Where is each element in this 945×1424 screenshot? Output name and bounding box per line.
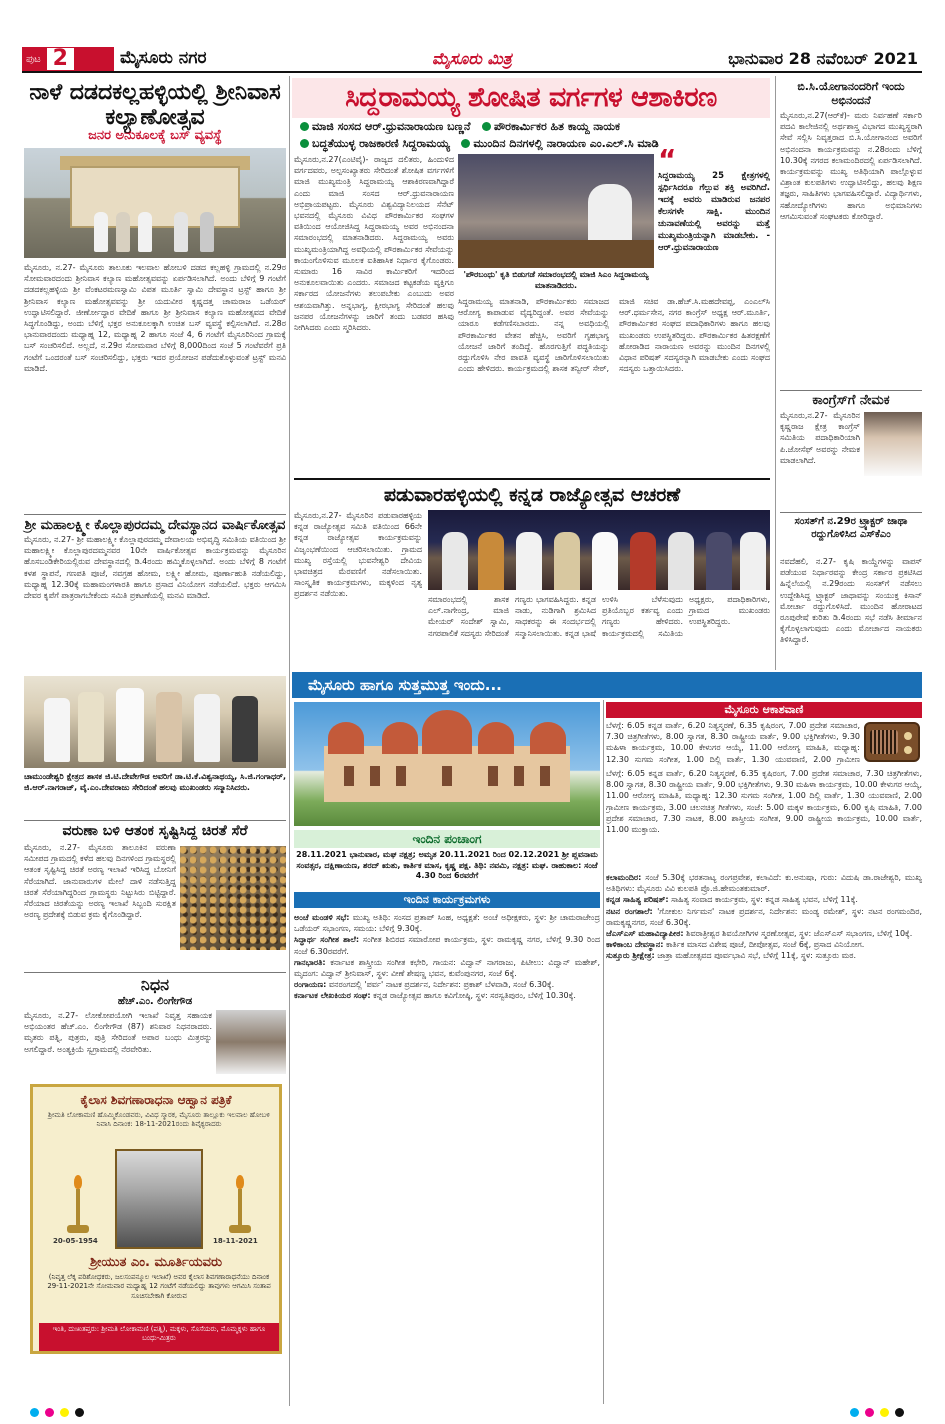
- cyan-mark-icon: [850, 1408, 859, 1417]
- story-body: ನವದೆಹಲಿ, ನ.27- ಕೃಷಿ ಕಾಯ್ದೆಗಳನ್ನು ವಾಪಸ್ ಪಡೆಯುವ ನಿರ್ಧಾರವನ್ನು ಕೇಂದ್ರ ಸರ್ಕಾರ ಪ್ರಕಟಿಸಿದ ಹಿನ್ನೆಲೆಯಲ್ಲಿ ನ.29ರಂದು ಸಂಸತ್‌ಗೆ ನಡೆಸಲು ಉದ್ದೇಶಿಸಿದ್ದ ಟ್ರ್ಯಾಕ್ಟರ್ ಜಾಥಾವನ್ನು ಸಂಯುಕ್ತ ಕಿಸಾನ್ ಮೋರ್ಚಾ ರದ್ದುಗೊಳಿಸಿದೆ. ಮುಂದಿನ ಹೋರಾಟದ ರೂಪುರೇಷೆ ಕುರಿತು ಡಿ.4ರಂದು ಸಭೆ ನಡೆಸಿ ತೀರ್ಮಾನ ಕೈಗೊಳ್ಳಲಾಗುವುದು ಎಂದು ಮೋರ್ಚಾದ ನಾಯಕರು ತಿಳಿಸಿದ್ದಾರೆ.: [780, 557, 922, 645]
- registration-marks: [30, 1408, 84, 1417]
- radio-schedule-continued: ಬೆಳಗ್ಗೆ: 6.05 ಕನ್ನಡ ವಾರ್ತೆ, 6.20 ನಿತ್ಯಸ್ಮರಣೆ, 6.35 ಕೃಷಿರಂಗ, 7.00 ಪ್ರದೇಶ ಸಮಾಚಾರ, 7.30 ಚಿತ್ರಗೀತೆಗಳು, 8.00 ಸ್ವಾಗತ, 8.30 ರಾಷ್ಟ್ರೀಯ ವಾರ್ತೆ, 9.00 ಭಕ್ತಿಗೀತೆಗಳು, 9.30 ಮಹಿಳಾ ಕಾರ್ಯಕ್ರಮ, 10.00 ಕೇಳುಗರ ಆಯ್ಕೆ, 11.00 ಆರೋಗ್ಯ ಮಾಹಿತಿ, ಮಧ್ಯಾಹ್ನ: 12.30 ಸುಗಮ ಸಂಗೀತ, 1.00 ದಿಲ್ಲಿ ವಾರ್ತೆ, 1.30 ಯುವವಾಣಿ, 2.00 ಗ್ರಾಮೀಣ ಕಾರ್ಯಕ್ರಮ, 3.00 ಚಲನಚಿತ್ರ ಗೀತೆಗಳು, ಸಂಜೆ: 5.00 ಮಕ್ಕಳ ಕಾರ್ಯಕ್ರಮ, 6.00 ಕೃಷಿ ಮಾಹಿತಿ, 7.00 ಪ್ರದೇಶ ಸಮಾಚಾರ, 7.30 ನಾಟಕ, 8.00 ಶಾಸ್ತ್ರೀಯ ಸಂಗೀತ, 9.00 ರಾಷ್ಟ್ರೀಯ ಕಾರ್ಯಕ್ರಮ, 10.00 ವಾರ್ತೆ, 11.00 ಮುಕ್ತಾಯ.: [606, 769, 922, 835]
- person-figure: [232, 696, 258, 762]
- headline-kalyanotsava: ನಾಳೆ ದಡದಕಲ್ಲಹಳ್ಳಿಯಲ್ಲಿ ಶ್ರೀನಿವಾಸ ಕಲ್ಯಾಣೋತ್ಸವ: [29, 80, 281, 130]
- person-figure: [740, 532, 766, 590]
- person-figure: [630, 532, 656, 590]
- story-body: ಮೈಸೂರು, ನ.27- ಮೈಸೂರು ತಾಲೂಕಿನ ವರುಣಾ ಸಮೀಪದ ಗ್ರಾಮದಲ್ಲಿ ಕಳೆದ ಹಲವು ದಿನಗಳಿಂದ ಗ್ರಾಮಸ್ಥರಲ್ಲಿ ಆತಂಕ ಸೃಷ್ಟಿಸಿದ್ದ ಚಿರತೆ ಅರಣ್ಯ ಇಲಾಖೆ ಇರಿಸಿದ್ದ ಬೋನಿಗೆ ಸೆರೆಯಾಗಿದೆ. ಜಾನುವಾರುಗಳ ಮೇಲೆ ದಾಳಿ ನಡೆಸುತ್ತಿದ್ದ ಚಿರತೆ ಸೆರೆಯಾಗಿದ್ದರಿಂದ ಗ್ರಾಮಸ್ಥರು ನಿಟ್ಟುಸಿರು ಬಿಟ್ಟಿದ್ದಾರೆ. ಸೆರೆಯಾದ ಚಿರತೆಯನ್ನು ಅರಣ್ಯ ಇಲಾಖೆ ಸಿಬ್ಬಂದಿ ಸುರಕ್ಷಿತ ಅರಣ್ಯ ಪ್ರದೇಶಕ್ಕೆ ಬಿಡುವ ಕ್ರಮ ಕೈಗೊಂಡಿದ್ದಾರೆ.: [24, 843, 176, 920]
- palace-window: [344, 766, 354, 786]
- photo-caption: ಚಾಮುಂಡೇಶ್ವರಿ ಕ್ಷೇತ್ರದ ಶಾಸಕ ಜಿ.ಟಿ.ದೇವೇಗೌಡ ಅವರಿಗೆ ಡಾ.ಟಿ.ಕೆ.ವಿಶ್ವನಾಥಯ್ಯ, ಸಿ.ಜಿ.ಗಂಗಾಧರ್, ಜಿ.ಆರ್.ನಾಗರಾಜ್, ವೈ.ಎಂ.ದೇವರಾಜು ಸೇರಿದಂತೆ ಹಲವು ಮುಖಂಡರು ಸನ್ಮಾನಿಸಿದರು.: [24, 772, 286, 792]
- palace-window: [540, 766, 550, 786]
- person-figure: [78, 692, 104, 762]
- event-item: ಸಿದ್ಧಾರ್ಥ ಸಂಗೀತ ಶಾಲೆ: ಸಂಗೀತ ಶಿಬಿರದ ಸಮಾರೋಪ ಕಾರ್ಯಕ್ರಮ, ಸ್ಥಳ: ರಾಮಕೃಷ್ಣ ನಗರ, ಬೆಳಿಗ್ಗೆ 9.30 ರಿಂದ ಸಂಜೆ 6.30ರವರೆಗೆ.: [294, 935, 600, 956]
- section-title: ಮೈಸೂರು ನಗರ: [120, 48, 207, 68]
- headline-leopard: ವರುಣಾ ಬಳಿ ಆತಂಕ ಸೃಷ್ಟಿಸಿದ್ದ ಚಿರತೆ ಸೆರೆ: [24, 820, 286, 839]
- palace-dome: [328, 722, 364, 754]
- event-item: ಕನ್ನಡ ಸಾಹಿತ್ಯ ಪರಿಷತ್: ಸಾಹಿತ್ಯ ಸಂವಾದ ಕಾರ್ಯಕ್ರಮ, ಸ್ಥಳ: ಕನ್ನಡ ಸಾಹಿತ್ಯ ಭವನ, ಬೆಳಿಗ್ಗೆ 11ಕ್ಕೆ.: [606, 895, 858, 905]
- story-body: ಮೈಸೂರು,ನ.27(ಎಂಟಿವೈ)- ರಾಜ್ಯದ ದಲಿತರು, ಹಿಂದುಳಿದ ವರ್ಗದವರು, ಅಲ್ಪಸಂಖ್ಯಾತರು ಸೇರಿದಂತೆ ಶೋಷಿತ ವರ್ಗಗಳಿಗೆ ಮಾಜಿ ಮುಖ್ಯಮಂತ್ರಿ ಸಿದ್ದರಾಮಯ್ಯ ಆಶಾಕಿರಣವಾಗಿದ್ದಾರೆ ಎಂದು ಮಾಜಿ ಸಂಸದ ಆರ್.ಧ್ರುವನಾರಾಯಣ ಅಭಿಪ್ರಾಯಪಟ್ಟರು. ಮೈಸೂರು ವಿಶ್ವವಿದ್ಯಾನಿಲಯದ ಸೆನೆಟ್ ಭವನದಲ್ಲಿ ಮೈಸೂರು ವಿವಿಧ ಪೌರಕಾರ್ಮಿಕರ ಸಂಘಗಳ ವತಿಯಿಂದ ಆಯೋಜಿಸಿದ್ದ ಸಿದ್ದರಾಮಯ್ಯ ಅವರ ಅಭಿನಂದನಾ ಸಮಾರಂಭದಲ್ಲಿ ಮಾತನಾಡಿದರು. ಸಿದ್ದರಾಮಯ್ಯ ಅವರು ಮುಖ್ಯಮಂತ್ರಿಯಾಗಿದ್ದ ಅವಧಿಯಲ್ಲಿ ಪೌರಕಾರ್ಮಿಕರ ಸೇವೆಯನ್ನು ಕಾಯಂಗೊಳಿಸುವ ಮೂಲಕ ಐತಿಹಾಸಿಕ ನಿರ್ಧಾರ ಕೈಗೊಂಡರು. ಸುಮಾರು 16 ಸಾವಿರ ಕಾರ್ಮಿಕರಿಗೆ ಇದರಿಂದ ಅನುಕೂಲವಾಯಿತು ಎಂದರು. ಸಮಾಜದ ಕಟ್ಟಕಡೆಯ ವ್ಯಕ್ತಿಗೂ ಸರ್ಕಾರದ ಯೋಜನೆಗಳು ತಲುಪಬೇಕು ಎಂಬುದು ಅವರ ಆಶಯವಾಗಿತ್ತು. ಅನ್ನಭಾಗ್ಯ, ಕ್ಷೀರಭಾಗ್ಯ ಸೇರಿದಂತೆ ಹಲವು ಜನಪರ ಯೋಜನೆಗಳನ್ನು ಜಾರಿಗೆ ತಂದು ಬಡವರ ಹಸಿವು ನೀಗಿಸಿದರು ಎಂದು ಸ್ಮರಿಸಿದರು.: [294, 155, 454, 333]
- memorial-description: (ನಿವೃತ್ತ ಲೆಕ್ಕ ಪರಿಶೋಧಕರು, ಜಲಸಂಪನ್ಮೂಲ ಇಲಾಖೆ) ಅವರ ಕೈಲಾಸ ಶಿವಗಣಾರಾಧನೆಯು ದಿನಾಂಕ 29-11-2021ನೇ ಸೋಮವಾರ ಮಧ್ಯಾಹ್ನ 12 ಗಂಟೆಗೆ ನಡೆಯಲಿದ್ದು ತಾವುಗಳು ಆಗಮಿಸಿ ಸಂತಾಪ ಸೂಚಿಸಬೇಕಾಗಿ ಕೋರುವ: [47, 1273, 271, 1300]
- oil-lamp-icon: [225, 1175, 255, 1235]
- bullet-dot-icon: [461, 139, 470, 148]
- palace-dome: [478, 722, 514, 754]
- story-body: ಮೈಸೂರು, ನ.27- ಶ್ರೀ ಮಹಾಲಕ್ಷ್ಮೀ ಕೊಲ್ಲಾಪುರದಮ್ಮ ದೇವಾಲಯ ಅಭಿವೃದ್ಧಿ ಸಮಿತಿಯ ವತಿಯಿಂದ ಶ್ರೀ ಮಹಾಲಕ್ಷ್ಮೀ ಕೊಲ್ಲಾಪುರದಮ್ಮನವರ 10ನೇ ವಾರ್ಷಿಕೋತ್ಸವ ಕಾರ್ಯಕ್ರಮವನ್ನು ಮೈಸೂರಿನ ಹೊಸಬಂಡಿಕೇರಿಯಲ್ಲಿರುವ ದೇವಸ್ಥಾನದಲ್ಲಿ ಡಿ.4ರಂದು ಹಮ್ಮಿಕೊಳ್ಳಲಾಗಿದೆ. ಅಂದು ಬೆಳಿಗ್ಗೆ 8 ಗಂಟೆಗೆ ಕಳಶ ಸ್ಥಾಪನೆ, ಗಣಪತಿ ಪೂಜೆ, ನವಗ್ರಹ ಹೋಮ, ಲಕ್ಷ್ಮೀ ಹೋಮ, ಪೂರ್ಣಾಹುತಿ ನಡೆಯಲಿದ್ದು, ಮಧ್ಯಾಹ್ನ 12.30ಕ್ಕೆ ಮಹಾಮಂಗಳಾರತಿ ಹಾಗೂ ಪ್ರಸಾದ ವಿನಿಯೋಗ ನಡೆಯಲಿದೆ. ಭಕ್ತರು ಆಗಮಿಸಿ ದೇವರ ಕೃಪೆಗೆ ಪಾತ್ರರಾಗಬೇಕೆಂದು ಸಮಿತಿ ಪ್ರಕಟಣೆಯಲ್ಲಿ ಮನವಿ ಮಾಡಿದೆ.: [24, 535, 286, 601]
- person-figure: [44, 698, 70, 762]
- pull-quote: [658, 143, 770, 290]
- headline-congress: ಕಾಂಗ್ರೆಸ್‌ಗೆ ನೇಮಕ: [780, 390, 922, 408]
- headline-kollapuradamma: ಶ್ರೀ ಮಹಾಲಕ್ಷ್ಮೀ ಕೊಲ್ಲಾಪುರದಮ್ಮ ದೇವಸ್ಥಾನದ ವಾರ್ಷಿಕೋತ್ಸವ: [24, 514, 286, 533]
- temple-photo: [24, 148, 286, 258]
- person-figure: [478, 532, 504, 590]
- palace-window: [488, 766, 498, 786]
- death-date: 18-11-2021: [213, 1237, 258, 1245]
- issue-date: ಭಾನುವಾರ 28 ನವೆಂಬರ್ 2021: [728, 49, 918, 68]
- event-item: ಗಾನಭಾರತಿ: ಕರ್ನಾಟಕ ಶಾಸ್ತ್ರೀಯ ಸಂಗೀತ ಕಛೇರಿ, ಗಾಯನ: ವಿದ್ವಾನ್ ನಾಗರಾಜು, ಪಿಟೀಲು: ವಿದ್ವಾನ್ ಮಹೇಶ್, ಮೃದಂಗ: ವಿದ್ವಾನ್ ಶ್ರೀನಿವಾಸ್, ಸ್ಥಳ: ವೀಣೆ ಶೇಷಣ್ಣ ಭವನ, ಕುವೆಂಪುನಗರ, ಸಂಜೆ 6ಕ್ಕೆ.: [294, 957, 600, 979]
- event-item: ಕರ್ನಾಟಕ ಲೇಖಕಿಯರ ಸಂಘ: ಕನ್ನಡ ರಾಜ್ಯೋತ್ಸವ ಹಾಗೂ ಕವಿಗೋಷ್ಠಿ, ಸ್ಥಳ: ಸರಸ್ವತಿಪುರಂ, ಬೆಳಿಗ್ಗೆ 10.30ಕ್ಕೆ.: [294, 991, 576, 1001]
- person-figure: [668, 532, 694, 590]
- story-body: ಮೈಸೂರು,ನ.27(ಆರ್‌ಕೆ)- ಮರು ನಿರ್ವಹಣೆ ಸರ್ಕಾರಿ ಪದವಿ ಕಾಲೇಜಿನಲ್ಲಿ ಅರ್ಥಶಾಸ್ತ್ರ ವಿಭಾಗದ ಮುಖ್ಯಸ್ಥರಾಗಿ ಸೇವೆ ಸಲ್ಲಿಸಿ ನಿವೃತ್ತರಾದ ಬಿ.ಸಿ.ಯೋಗಾನಂದ ಅವರಿಗೆ ಅಭಿನಂದನಾ ಕಾರ್ಯಕ್ರಮವನ್ನು ನ.28ರಂದು ಬೆಳಿಗ್ಗೆ 10.30ಕ್ಕೆ ನಗರದ ಕಲಾಮಂದಿರದಲ್ಲಿ ಏರ್ಪಡಿಸಲಾಗಿದೆ. ಕಾರ್ಯಕ್ರಮವನ್ನು ಮುಖ್ಯ ಅತಿಥಿಯಾಗಿ ಪಾಲ್ಗೊಳ್ಳುವ ವಿಶ್ರಾಂತ ಕುಲಪತಿಗಳು ಉದ್ಘಾಟಿಸಲಿದ್ದು, ಹಲವು ಶಿಕ್ಷಣ ತಜ್ಞರು, ಸಾಹಿತಿಗಳು ಭಾಗವಹಿಸಲಿದ್ದಾರೆ. ವಿದ್ಯಾರ್ಥಿಗಳು, ಸಹೋದ್ಯೋಗಿಗಳು ಹಾಗೂ ಅಭಿಮಾನಿಗಳು ಆಗಮಿಸುವಂತೆ ಸಂಘಟಕರು ಕೋರಿದ್ದಾರೆ.: [780, 111, 922, 221]
- today-events-title: ಇಂದಿನ ಕಾರ್ಯಕ್ರಮಗಳು: [294, 892, 600, 908]
- dais-table: [458, 240, 654, 268]
- headline-bullets: [300, 118, 770, 152]
- photo-caption: 'ಪೌರಬಂಧು' ಕೃತಿ ಬಿಡುಗಡೆ ಸಮಾರಂಭದಲ್ಲಿ ಮಾಜಿ ಸಿಎಂ ಸಿದ್ದರಾಮಯ್ಯ ಮಾತನಾಡಿದರು.: [463, 270, 649, 290]
- story-body: ಸಮಾರಂಭದಲ್ಲಿ ಶಾಸಕ ಎಲ್.ನಾಗೇಂದ್ರ, ಮಾಜಿ ಮೇಯರ್ ಸಂದೇಶ್ ಸ್ವಾಮಿ, ನಗರಪಾಲಿಕೆ ಸದಸ್ಯರು ಸೇರಿದಂತೆ ಗಣ್ಯರು ಭಾಗವಹಿಸಿದ್ದರು. ಕನ್ನಡ ನಾಡು, ನುಡಿಗಾಗಿ ಶ್ರಮಿಸಿದ ಸಾಧಕರನ್ನು ಈ ಸಂದರ್ಭದಲ್ಲಿ ಸನ್ಮಾನಿಸಲಾಯಿತು. ಕನ್ನಡ ಭಾಷೆ ಉಳಿಸಿ ಬೆಳೆಸುವುದು ಪ್ರತಿಯೊಬ್ಬರ ಕರ್ತವ್ಯ ಎಂದು ಗಣ್ಯರು ಹೇಳಿದರು. ಕಾರ್ಯಕ್ರಮದಲ್ಲಿ ಸಮಿತಿಯ ಅಧ್ಯಕ್ಷರು, ಪದಾಧಿಕಾರಿಗಳು, ಗ್ರಾಮದ ಮುಖಂಡರು ಉಪಸ್ಥಿತರಿದ್ದರು.: [428, 595, 770, 638]
- memorial-title: ಕೈಲಾಸ ಶಿವಗಣಾರಾಧನಾ ಆಹ್ವಾನ ಪತ್ರಿಕೆ: [80, 1093, 232, 1107]
- radio-knob: [904, 746, 912, 754]
- page-number-box: [22, 47, 114, 71]
- story-body: ಮೈಸೂರು,ನ.27- ಮೈಸೂರಿನ ಪಡುವಾರಹಳ್ಳಿಯ ಕನ್ನಡ ರಾಜ್ಯೋತ್ಸವ ಸಮಿತಿ ವತಿಯಿಂದ 66ನೇ ಕನ್ನಡ ರಾಜ್ಯೋತ್ಸವ ಕಾರ್ಯಕ್ರಮವನ್ನು ವಿಜೃಂಭಣೆಯಿಂದ ಆಚರಿಸಲಾಯಿತು. ಗ್ರಾಮದ ಮುಖ್ಯ ರಸ್ತೆಯಲ್ಲಿ ಭುವನೇಶ್ವರಿ ದೇವಿಯ ಭಾವಚಿತ್ರದ ಮೆರವಣಿಗೆ ನಡೆಸಲಾಯಿತು. ಸಾಂಸ್ಕೃತಿಕ ಕಾರ್ಯಕ್ರಮಗಳು, ಮಕ್ಕಳಿಂದ ನೃತ್ಯ ಪ್ರದರ್ಶನ ನಡೆಯಿತು.: [294, 511, 422, 599]
- person-figure: [200, 212, 214, 252]
- memorial-portrait: [115, 1149, 203, 1249]
- quote-text: ಸಿದ್ದರಾಮಯ್ಯ 25 ಕ್ಷೇತ್ರಗಳಲ್ಲಿ ಸ್ಪರ್ಧಿಸಿದರೂ ಗೆಲ್ಲುವ ಶಕ್ತಿ ಅವರಿಗಿದೆ. ಇದಕ್ಕೆ ಅವರು ಮಾಡಿರುವ ಜನಪರ ಕೆಲಸಗಳೇ ಸಾಕ್ಷಿ. ಮುಂದಿನ ಚುನಾವಣೆಯಲ್ಲಿ ಅವರನ್ನು ಮತ್ತೆ ಮುಖ್ಯಮಂತ್ರಿಯನ್ನಾಗಿ ಮಾಡಬೇಕು. - ಆರ್.ಧ್ರುವನಾರಾಯಣ: [658, 171, 770, 253]
- events-banner: ಮೈಸೂರು ಹಾಗೂ ಸುತ್ತಮುತ್ತ ಇಂದು...: [292, 672, 922, 698]
- subhead-bus: ಜನರ ಅನುಕೂಲಕ್ಕೆ ಬಸ್ ವ್ಯವಸ್ಥೆ: [88, 128, 222, 143]
- person-figure: [194, 694, 220, 762]
- palace-center-dome: [422, 710, 472, 754]
- memorial-name: ಶ್ರೀಯುತ ಎಂ. ಮೂರ್ತಿಯವರು: [89, 1255, 223, 1270]
- radio-schedule: ಬೆಳಗ್ಗೆ: 6.05 ಕನ್ನಡ ವಾರ್ತೆ, 6.20 ನಿತ್ಯಸ್ಮರಣೆ, 6.35 ಕೃಷಿರಂಗ, 7.00 ಪ್ರದೇಶ ಸಮಾಚಾರ, 7.30 ಚಿತ್ರಗೀತೆಗಳು, 8.00 ಸ್ವಾಗತ, 8.30 ರಾಷ್ಟ್ರೀಯ ವಾರ್ತೆ, 9.00 ಭಕ್ತಿಗೀತೆಗಳು, 9.30 ಮಹಿಳಾ ಕಾರ್ಯಕ್ರಮ, 10.00 ಕೇಳುಗರ ಆಯ್ಕೆ, 11.00 ಆರೋಗ್ಯ ಮಾಹಿತಿ, ಮಧ್ಯಾಹ್ನ: 12.30 ಸುಗಮ ಸಂಗೀತ, 1.00 ದಿಲ್ಲಿ ವಾರ್ತೆ, 1.30 ಯುವವಾಣಿ, 2.00 ಗ್ರಾಮೀಣ: [606, 721, 860, 764]
- palace-window: [370, 766, 380, 786]
- palace-window: [514, 766, 524, 786]
- obituary-name: ಹೆಚ್.ಎಂ. ಲಿಂಗೇಗೌಡ: [117, 996, 193, 1007]
- column-rule: [775, 76, 776, 670]
- radio-knob: [904, 732, 912, 740]
- birth-date: 20-05-1954: [53, 1237, 98, 1245]
- person-figure: [516, 532, 542, 590]
- magenta-mark-icon: [865, 1408, 874, 1417]
- column-rule: [289, 76, 290, 1406]
- person-figure: [138, 212, 152, 252]
- panchanga-body: 28.11.2021 ಭಾನುವಾರ, ಮಘ ನಕ್ಷತ್ರ; ಅಮೃತ 20.11.2021 ರಿಂದ 02.12.2021 ಶ್ರೀ ಪ್ಲವನಾಮ ಸಂವತ್ಸರ, ದಕ್ಷಿಣಾಯಣ, ಶರದ್ ಋತು, ಕಾರ್ತಿಕ ಮಾಸ, ಕೃಷ್ಣ ಪಕ್ಷ. ತಿಥಿ: ನವಮಿ, ನಕ್ಷತ್ರ: ಮಘ. ರಾಹುಕಾಲ: ಸಂಜೆ 4.30 ರಿಂದ 6ರವರೆಗೆ: [296, 850, 598, 880]
- headline-tractor-rally: ಸಂಸತ್‌ಗೆ ನ.29ರ ಟ್ರ್ಯಾಕ್ಟರ್ ಜಾಥಾ ರದ್ದುಗೊಳಿಸಿದ ಎಸ್‌ಕೆಎಂ: [780, 512, 922, 541]
- leopard-photo: [180, 846, 286, 950]
- event-item: ಅಂಚೆ ಮಂಡಳಿ ಸಭೆ: ಮುಖ್ಯ ಅತಿಥಿ: ಸಂಸದ ಪ್ರತಾಪ್ ಸಿಂಹ, ಅಧ್ಯಕ್ಷತೆ: ಅಂಚೆ ಅಧೀಕ್ಷಕರು, ಸ್ಥಳ: ಶ್ರೀ ಚಾಮರಾಜೇಂದ್ರ ಒಡೆಯರ್ ಸಭಾಂಗಣ, ಸಮಯ: ಬೆಳಿಗ್ಗೆ 9.30ಕ್ಕೆ.: [294, 913, 600, 934]
- meeting-photo: [458, 154, 654, 268]
- page-label: ಪುಟ: [26, 53, 41, 65]
- page-number: 2: [47, 48, 74, 70]
- story-body: ಸಿದ್ದರಾಮಯ್ಯ ಮಾತನಾಡಿ, ಪೌರಕಾರ್ಮಿಕರು ಸಮಾಜದ ಆರೋಗ್ಯ ಕಾಪಾಡುವ ವೈದ್ಯರಿದ್ದಂತೆ. ಅವರ ಸೇವೆಯನ್ನು ಯಾರೂ ಕಡೆಗಣಿಸಬಾರದು. ನನ್ನ ಅವಧಿಯಲ್ಲಿ ಪೌರಕಾರ್ಮಿಕರ ವೇತನ ಹೆಚ್ಚಿಸಿ, ಅವರಿಗೆ ಗೃಹಭಾಗ್ಯ ಯೋಜನೆ ಜಾರಿಗೆ ತಂದಿದ್ದೆ. ಹೊರಗುತ್ತಿಗೆ ಪದ್ಧತಿಯನ್ನು ರದ್ದುಗೊಳಿಸಿ ನೇರ ಪಾವತಿ ವ್ಯವಸ್ಥೆ ಜಾರಿಗೊಳಿಸಲಾಯಿತು ಎಂದು ಹೇಳಿದರು. ಕಾರ್ಯಕ್ರಮದಲ್ಲಿ ಶಾಸಕ ತನ್ವೀರ್ ಸೇಠ್, ಮಾಜಿ ಸಚಿವ ಡಾ.ಹೆಚ್.ಸಿ.ಮಹದೇವಪ್ಪ, ಎಂಎಲ್‌ಸಿ ಆರ್.ಧರ್ಮಸೇನ, ನಗರ ಕಾಂಗ್ರೆಸ್ ಅಧ್ಯಕ್ಷ ಆರ್.ಮೂರ್ತಿ, ಪೌರಕಾರ್ಮಿಕರ ಸಂಘದ ಪದಾಧಿಕಾರಿಗಳು ಹಾಗೂ ಹಲವು ಮುಖಂಡರು ಉಪಸ್ಥಿತರಿದ್ದರು. ಪೌರಕಾರ್ಮಿಕರ ಹಿತರಕ್ಷಣೆಗೆ ಹೋರಾಡಿದ ನಾರಾಯಣ ಅವರನ್ನು ಮುಂದಿನ ದಿನಗಳಲ್ಲಿ ವಿಧಾನ ಪರಿಷತ್ ಸದಸ್ಯರನ್ನಾಗಿ ಮಾಡಬೇಕು ಎಂದು ಸಂಘದ ಸದಸ್ಯರು ಒತ್ತಾಯಿಸಿದರು.: [458, 297, 770, 374]
- palace-window: [442, 766, 452, 786]
- bullet-item: ಬದ್ಧತೆಯುಳ್ಳ ರಾಜಕಾರಣಿ ಸಿದ್ದರಾಮಯ್ಯ ಮುಂದಿನ ದಿನಗಳಲ್ಲಿ ನಾರಾಯಣ ಎಂ.ಎಲ್.ಸಿ ಮಾಡಿ: [300, 135, 770, 152]
- person-figure: [156, 692, 182, 762]
- person-figure: [554, 532, 580, 590]
- black-mark-icon: [75, 1408, 84, 1417]
- obituary-section-title: ನಿಧನ: [24, 972, 286, 995]
- bullet-dot-icon: [300, 122, 309, 131]
- event-item: ನಟನ ರಂಗಶಾಲೆ: 'ಗೋಕುಲ ನಿರ್ಗಮನ' ನಾಟಕ ಪ್ರದರ್ಶನ, ನಿರ್ದೇಶನ: ಮಂಡ್ಯ ರಮೇಶ್, ಸ್ಥಳ: ನಟನ ರಂಗಮಂದಿರ, ರಾಮಕೃಷ್ಣನಗರ, ಸಂಜೆ 6.30ಕ್ಕೆ.: [606, 906, 922, 927]
- column-rule: [603, 700, 604, 1404]
- radio-icon: [864, 722, 920, 762]
- story-body: ಮೈಸೂರು,ನ.27- ಮೈಸೂರಿನ ಕೃಷ್ಣರಾಜ ಕ್ಷೇತ್ರ ಕಾಂಗ್ರೆಸ್ ಸಮಿತಿಯ ಪದಾಧಿಕಾರಿಯಾಗಿ ಪಿ.ಜೋಸೆಫ್ ಅವರನ್ನು ನೇಮಕ ಮಾಡಲಾಗಿದೆ.: [780, 411, 860, 465]
- today-events-list: [294, 912, 600, 1402]
- event-item: ರಂಗಾಯಣ: ವನರಂಗದಲ್ಲಿ 'ಪರ್ವ' ನಾಟಕ ಪ್ರದರ್ಶನ, ನಿರ್ದೇಶನ: ಪ್ರಕಾಶ್ ಬೆಳವಾಡಿ, ಸಂಜೆ 6.30ಕ್ಕೆ.: [294, 980, 555, 990]
- bullet-dot-icon: [300, 139, 309, 148]
- paper-name: ಮೈಸೂರು ಮಿತ್ರ: [432, 49, 512, 68]
- black-mark-icon: [895, 1408, 904, 1417]
- today-events-list-continued: [606, 872, 922, 1402]
- bullet-item: ಮಾಜಿ ಸಂಸದ ಆರ್.ಧ್ರುವನಾರಾಯಣ ಬಣ್ಣನೆ ಪೌರಕಾರ್ಮಿಕರ ಹಿತ ಕಾಯ್ದ ನಾಯಕ: [300, 118, 770, 135]
- bullet-dot-icon: [482, 122, 491, 131]
- palace-window: [396, 766, 406, 786]
- registration-marks: [850, 1408, 904, 1417]
- person-figure: [706, 532, 732, 590]
- person-figure: [116, 688, 144, 762]
- memorial-subtitle: ಶ್ರೀಮತಿ ಲೋಕಾಮಣಿ ಹೊಮ್ಮಿಕೊಂಡವರು, ವಿವಿಧ ಸ್ಮಾರಕ, ಮೈಸೂರು ತಾಲ್ಲೂಕು ಇಲವಾಲ ಹೋಬಳಿ ನಿವಾಸಿ ದಿನಾಂಕ: 18-11-2021ರಂದು ಶಿವೈಕ್ಯರಾದರು: [48, 1111, 270, 1128]
- yellow-mark-icon: [880, 1408, 889, 1417]
- headline-yoganand: ಬಿ.ಸಿ.ಯೋಗಾನಂದರಿಗೆ ಇಂದು ಅಭಿನಂದನೆ: [797, 80, 905, 107]
- event-item: ಕಾಳಿಕಾಂಬ ದೇವಸ್ಥಾನ: ಕಾರ್ತಿಕ ಮಾಸದ ವಿಶೇಷ ಪೂಜೆ, ದೀಪೋತ್ಸವ, ಸಂಜೆ 6ಕ್ಕೆ, ಪ್ರಸಾದ ವಿನಿಯೋಗ.: [606, 940, 865, 950]
- main-headline: ಸಿದ್ದರಾಮಯ್ಯ ಶೋಷಿತ ವರ್ಗಗಳ ಆಶಾಕಿರಣ: [292, 78, 770, 118]
- quote-mark-icon: “: [658, 143, 677, 176]
- event-item: ಸುತ್ತೂರು ಶ್ರೀಕ್ಷೇತ್ರ: ಜಾತ್ರಾ ಮಹೋತ್ಸವದ ಪೂರ್ವಭಾವಿ ಸಭೆ, ಬೆಳಿಗ್ಗೆ 11ಕ್ಕೆ, ಸ್ಥಳ: ಸುತ್ತೂರು ಮಠ.: [606, 951, 856, 961]
- person-figure: [174, 212, 188, 252]
- obituary-body: ಮೈಸೂರು, ನ.27- ಲೋಕೋಪಯೋಗಿ ಇಲಾಖೆ ನಿವೃತ್ತ ಸಹಾಯಕ ಅಭಿಯಂತರ ಹೆಚ್.ಎಂ. ಲಿಂಗೇಗೌಡ (87) ಶನಿವಾರ ನಿಧನರಾದರು. ಮೃತರು ಪತ್ನಿ, ಪುತ್ರರು, ಪುತ್ರಿ ಸೇರಿದಂತೆ ಅಪಾರ ಬಂಧು ಮಿತ್ರರನ್ನು ಅಗಲಿದ್ದಾರೆ. ಅಂತ್ಯಕ್ರಿಯೆ ಸ್ವಗ್ರಾಮದಲ್ಲಿ ನೆರವೇರಿತು.: [24, 1011, 212, 1054]
- event-item: ಜೆಎಸ್‌ಎಸ್ ಮಹಾವಿದ್ಯಾಪೀಠ: ಶಿವರಾತ್ರೀಶ್ವರ ಶಿವಯೋಗಿಗಳ ಸ್ಮರಣೋತ್ಸವ, ಸ್ಥಳ: ಜೆಎಸ್‌ಎಸ್ ಸಭಾಂಗಣ, ಬೆಳಿಗ್ಗೆ 10ಕ್ಕೆ.: [606, 929, 913, 939]
- person-figure: [592, 532, 618, 590]
- rajyotsava-photo: [428, 510, 770, 590]
- mysore-palace-photo: [294, 702, 600, 826]
- memorial-notice: [30, 1084, 282, 1354]
- yellow-mark-icon: [60, 1408, 69, 1417]
- obituary-portrait: [216, 1010, 286, 1074]
- headline-rajyotsava: ಪಡುವಾರಹಳ್ಳಿಯಲ್ಲಿ ಕನ್ನಡ ರಾಜ್ಯೋತ್ಸವ ಆಚರಣೆ: [294, 478, 770, 508]
- memorial-footer: ಇಂತಿ, ದುಃಖತಪ್ತರು: ಶ್ರೀಮತಿ ಲೋಕಾಮಣಿ (ಪತ್ನಿ), ಮಕ್ಕಳು, ಸೊಸೆಯರು, ಮೊಮ್ಮಕ್ಕಳು ಹಾಗೂ ಬಂಧು-ಮಿತ್ರರು: [39, 1323, 279, 1351]
- person-figure: [116, 212, 130, 252]
- oil-lamp-icon: [63, 1175, 93, 1235]
- story-body: ಮೈಸೂರು, ನ.27- ಮೈಸೂರು ತಾಲೂಕು ಇಲವಾಲ ಹೋಬಳಿ ದಡದ ಕಲ್ಲಹಳ್ಳಿ ಗ್ರಾಮದಲ್ಲಿ ನ.29ರ ಸೋಮವಾರದಂದು ಶ್ರೀನಿವಾಸ ಕಲ್ಯಾಣ ಮಹೋತ್ಸವವನ್ನು ಏರ್ಪಡಿಸಲಾಗಿದೆ. ಅಂದು ಬೆಳಿಗ್ಗೆ 9 ಗಂಟೆಗೆ ದಡದಕಲ್ಲಹಳ್ಳಿಯ ಶ್ರೀ ವೆಂಕಟರಮಣಸ್ವಾಮಿ ವಿಪತ ಮೂರ್ತಿ ಸ್ವಾಮಿ ದೇವಸ್ಥಾನ ಟ್ರಸ್ಟ್ ಹಾಗೂ ಶ್ರೀ ಶ್ರೀನಿವಾಸ ಕಲ್ಯಾಣ ಮಹೋತ್ಸವವನ್ನು ಶ್ರೀ ಯದುವೀರ ಕೃಷ್ಣದತ್ತ ಚಾಮರಾಜ ಒಡೆಯರ್ ಉದ್ಘಾಟಿಸಲಿದ್ದಾರೆ. ಜೀರ್ಣೋದ್ಧಾರ ವೇದಿಕೆ ಹಾಗೂ ಶ್ರೀ ಶ್ರೀನಿವಾಸ ಕಲ್ಯಾಣ ಮಹೋತ್ಸವದ ವೇದಿಕೆ ಸಿದ್ಧಗೊಂಡಿದ್ದು, ಅಂದು ಬೆಳಿಗ್ಗೆ ಭಕ್ತರ ಅನುಕೂಲಕ್ಕಾಗಿ ಉಚಿತ ಬಸ್ ವ್ಯವಸ್ಥೆ ಕಲ್ಪಿಸಲಾಗಿದೆ. ನ.28ರ ಭಾನುವಾರದಂದು ಮಧ್ಯಾಹ್ನ 12, ಮಧ್ಯಾಹ್ನ 2 ಹಾಗೂ ಸಂಜೆ 4, 6 ಗಂಟೆಗೆ ಮೈಸೂರಿನಿಂದ ಗ್ರಾಮಕ್ಕೆ ಬಸ್ ಸಂಚರಿಸಲಿದೆ. ಅಲ್ಲದೆ, ನ.29ರ ಸೋಮವಾರ ಬೆಳಿಗ್ಗೆ 8,000ದಿಂದ ಸಂಜೆ 5 ಗಂಟೆವರೆಗೆ ಪ್ರತಿ ಗಂಟೆಗೆ ಒಂದರಂತೆ ಬಸ್ ಸಂಚರಿಸಲಿದ್ದು, ಭಕ್ತರು ಇದರ ಪ್ರಯೋಜನ ಪಡೆದುಕೊಳ್ಳುವಂತೆ ಟ್ರಸ್ಟ್ ಮನವಿ ಮಾಡಿದೆ.: [24, 263, 286, 373]
- palace-dome: [530, 722, 566, 754]
- appointee-portrait: [864, 412, 922, 476]
- panchanga-title: ಇಂದಿನ ಪಂಚಾಂಗ: [294, 830, 600, 848]
- radio-schedule-title: ಮೈಸೂರು ಆಕಾಶವಾಣಿ: [606, 702, 922, 718]
- magenta-mark-icon: [45, 1408, 54, 1417]
- masthead: [22, 47, 922, 73]
- person-figure: [94, 212, 108, 252]
- person-figure: [442, 532, 468, 590]
- felicitation-photo: [24, 676, 286, 768]
- radio-speaker: [870, 730, 898, 754]
- event-item: ಕಲಾಮಂದಿರ: ಸಂಜೆ 5.30ಕ್ಕೆ ಭರತನಾಟ್ಯ ರಂಗಪ್ರವೇಶ, ಕಲಾವಿದೆ: ಕು.ಅನುಷಾ, ಗುರು: ವಿದುಷಿ ಡಾ.ರಾಜೇಶ್ವರಿ, ಮುಖ್ಯ ಅತಿಥಿಗಳು: ಮೈಸೂರು ವಿವಿ ಕುಲಪತಿ ಪ್ರೊ.ಜಿ.ಹೇಮಂತಕುಮಾರ್.: [606, 873, 922, 894]
- palace-dome: [382, 722, 418, 754]
- cyan-mark-icon: [30, 1408, 39, 1417]
